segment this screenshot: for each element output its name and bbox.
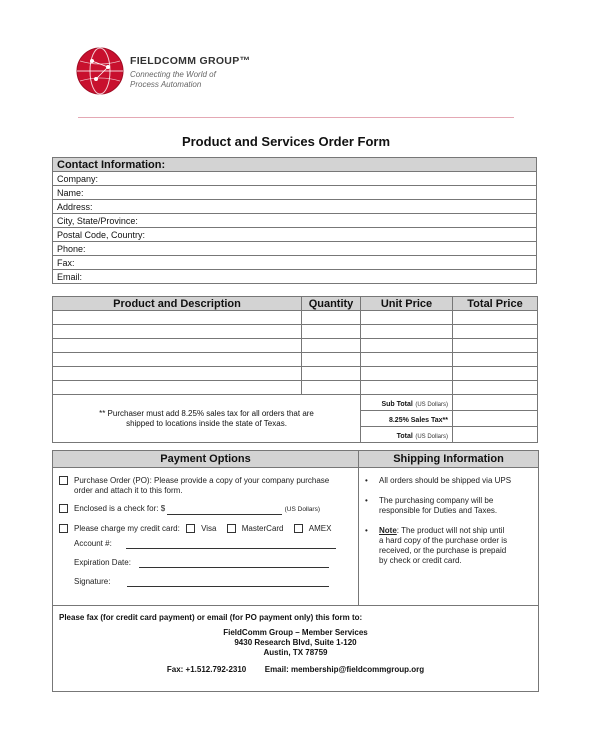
org-name: FieldComm Group – Member Services bbox=[223, 628, 368, 637]
subtotal-cell[interactable] bbox=[453, 395, 538, 411]
signature-label: Signature: bbox=[74, 577, 111, 586]
mastercard-label: MasterCard bbox=[241, 524, 284, 533]
unit-price-cell[interactable] bbox=[361, 381, 453, 395]
unit-price-cell[interactable] bbox=[361, 367, 453, 381]
total-cell[interactable] bbox=[453, 427, 538, 443]
name-field[interactable]: Name: bbox=[53, 186, 537, 200]
subtotal-unit: (US Dollars) bbox=[415, 401, 448, 408]
tagline-line: Process Automation bbox=[130, 80, 202, 89]
table-row bbox=[53, 339, 538, 353]
company-name: FIELDCOMM GROUP™ bbox=[130, 55, 251, 67]
product-cell[interactable] bbox=[53, 339, 302, 353]
address-field[interactable]: Address: bbox=[53, 200, 537, 214]
company-tagline bbox=[130, 70, 250, 90]
section-divider bbox=[53, 605, 538, 606]
credit-card-checkbox[interactable] bbox=[59, 524, 68, 533]
submit-instruction: Please fax (for credit card payment) or email (for PO payment only) this form to: bbox=[59, 613, 363, 622]
po-option-text: Purchase Order (PO): Please provide a copy of your company purchase bbox=[74, 476, 330, 485]
credit-card-text: Please charge my credit card: bbox=[74, 524, 180, 533]
total-price-cell[interactable] bbox=[453, 381, 538, 395]
table-row bbox=[53, 353, 538, 367]
product-cell[interactable] bbox=[53, 311, 302, 325]
expiration-line[interactable] bbox=[139, 558, 329, 568]
contact-table bbox=[52, 157, 537, 284]
account-line[interactable] bbox=[126, 539, 336, 549]
bullet-icon: • bbox=[365, 496, 368, 505]
total-price-cell[interactable] bbox=[453, 325, 538, 339]
expiration-label: Expiration Date: bbox=[74, 558, 131, 567]
total-text: Total bbox=[396, 432, 413, 440]
note-text: by check or credit card. bbox=[379, 556, 462, 565]
payment-shipping-box bbox=[52, 450, 539, 692]
po-option bbox=[59, 476, 329, 496]
shipping-item-text: responsible for Duties and Taxes. bbox=[379, 506, 498, 515]
sales-tax-label bbox=[361, 411, 453, 427]
credit-card-option bbox=[59, 524, 331, 534]
product-cell[interactable] bbox=[53, 367, 302, 381]
expiration-field bbox=[74, 558, 329, 568]
product-cell[interactable] bbox=[53, 325, 302, 339]
shipping-item-text: The purchasing company will be bbox=[379, 496, 494, 505]
amex-label: AMEX bbox=[308, 524, 332, 533]
check-option bbox=[59, 504, 320, 515]
email-address[interactable]: Email: membership@fieldcommgroup.org bbox=[264, 665, 425, 674]
form-title: Product and Services Order Form bbox=[181, 134, 391, 149]
org-address-1: 9430 Research Blvd, Suite 1-120 bbox=[234, 638, 357, 647]
fieldcomm-globe-logo bbox=[76, 47, 124, 95]
po-option-text-2: order and attach it to this form. bbox=[74, 486, 183, 495]
visa-label: Visa bbox=[201, 524, 217, 533]
table-row bbox=[53, 367, 538, 381]
product-cell[interactable] bbox=[53, 381, 302, 395]
total-unit: (US Dollars) bbox=[415, 433, 448, 440]
product-cell[interactable] bbox=[53, 353, 302, 367]
total-price-cell[interactable] bbox=[453, 367, 538, 381]
total-price-cell[interactable] bbox=[453, 353, 538, 367]
visa-checkbox[interactable] bbox=[186, 524, 195, 533]
payment-options-heading: Payment Options bbox=[53, 451, 358, 468]
check-amount-line[interactable] bbox=[167, 505, 282, 515]
tax-note bbox=[53, 395, 361, 443]
column-divider bbox=[358, 451, 359, 605]
signature-field bbox=[74, 577, 329, 587]
amex-checkbox[interactable] bbox=[294, 524, 303, 533]
header-divider bbox=[78, 117, 514, 118]
org-address-2: Austin, TX 78759 bbox=[263, 648, 328, 657]
table-row bbox=[53, 325, 538, 339]
shipping-item bbox=[365, 496, 529, 516]
company-field[interactable]: Company: bbox=[53, 172, 537, 186]
bullet-icon: • bbox=[365, 526, 368, 535]
shipping-item bbox=[365, 476, 529, 486]
note-text: received, or the purchase is prepaid bbox=[379, 546, 507, 555]
mastercard-checkbox[interactable] bbox=[227, 524, 236, 533]
tax-note-line: shipped to locations inside the state of Texas. bbox=[126, 418, 287, 428]
tagline-line: Connecting the World of bbox=[130, 70, 216, 79]
col-unit-price: Unit Price bbox=[361, 297, 453, 311]
subtotal-label bbox=[361, 395, 453, 411]
check-checkbox[interactable] bbox=[59, 504, 68, 513]
sales-tax-cell[interactable] bbox=[453, 411, 538, 427]
col-product-description: Product and Description bbox=[53, 297, 302, 311]
fax-field[interactable]: Fax: bbox=[53, 256, 537, 270]
quantity-cell[interactable] bbox=[302, 381, 361, 395]
col-total-price: Total Price bbox=[453, 297, 538, 311]
sales-tax-text: 8.25% Sales Tax** bbox=[388, 416, 448, 424]
note-text: a hard copy of the purchase order is bbox=[379, 536, 508, 545]
unit-price-cell[interactable] bbox=[361, 339, 453, 353]
postal-code-field[interactable]: Postal Code, Country: bbox=[53, 228, 537, 242]
table-row bbox=[53, 381, 538, 395]
total-price-cell[interactable] bbox=[453, 311, 538, 325]
quantity-cell[interactable] bbox=[302, 311, 361, 325]
shipping-item-text: All orders should be shipped via UPS bbox=[379, 476, 512, 485]
contact-line bbox=[53, 665, 538, 675]
po-checkbox[interactable] bbox=[59, 476, 68, 485]
tax-note-line: ** Purchaser must add 8.25% sales tax for all orders that are bbox=[99, 408, 314, 418]
check-unit: (US Dollars) bbox=[284, 506, 321, 513]
shipping-info-heading: Shipping Information bbox=[359, 451, 538, 468]
quantity-cell[interactable] bbox=[302, 325, 361, 339]
signature-line[interactable] bbox=[127, 577, 329, 587]
unit-price-cell[interactable] bbox=[361, 325, 453, 339]
company-branding bbox=[130, 55, 250, 90]
quantity-cell[interactable] bbox=[302, 367, 361, 381]
account-field bbox=[74, 539, 336, 549]
check-option-text: Enclosed is a check for: $ bbox=[74, 504, 166, 513]
quantity-cell[interactable] bbox=[302, 353, 361, 367]
city-field[interactable]: City, State/Province: bbox=[53, 214, 537, 228]
note-label: Note bbox=[379, 526, 397, 535]
product-table bbox=[52, 296, 538, 443]
col-quantity: Quantity bbox=[302, 297, 361, 311]
phone-field[interactable]: Phone: bbox=[53, 242, 537, 256]
contact-heading: Contact Information: bbox=[53, 158, 537, 172]
note-text: : The product will not ship until bbox=[396, 526, 505, 535]
subtotal-text: Sub Total bbox=[381, 400, 413, 408]
quantity-cell[interactable] bbox=[302, 339, 361, 353]
fax-number: Fax: +1.512.792-2310 bbox=[166, 665, 247, 674]
table-row bbox=[53, 311, 538, 325]
unit-price-cell[interactable] bbox=[361, 353, 453, 367]
unit-price-cell[interactable] bbox=[361, 311, 453, 325]
shipping-note bbox=[365, 526, 529, 566]
total-price-cell[interactable] bbox=[453, 339, 538, 353]
account-label: Account #: bbox=[74, 539, 112, 548]
email-field[interactable]: Email: bbox=[53, 270, 537, 284]
bullet-icon: • bbox=[365, 476, 368, 485]
total-label bbox=[361, 427, 453, 443]
